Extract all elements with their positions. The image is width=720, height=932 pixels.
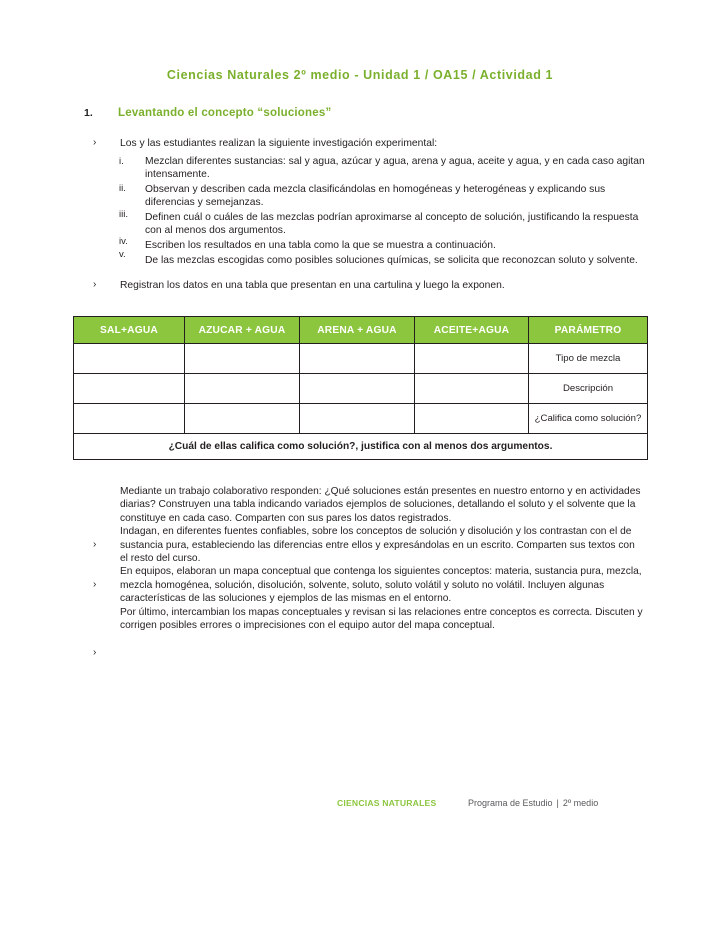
step-marker: iii. [119, 209, 128, 221]
closing-bullet: › [93, 539, 97, 550]
row-parameter: Descripción [529, 374, 648, 404]
list-item: Mezclan diferentes sustancias: sal y agua, azúcar y agua, arena y agua, aceite y agua, y en cada caso agitan intensamente. [145, 156, 645, 181]
document-title: Ciencias Naturales 2º medio - Unidad 1 / OA15 / Actividad 1 [166, 68, 554, 82]
register-bullet: › [93, 279, 97, 290]
paragraph: En equipos, elaboran un mapa conceptual que contenga los siguientes conceptos: materia, sustancia pura, mezcla, mezcla homogénea, solución, disolución, solvente, soluto, soluto volátil y soluto no volátil. Incluyen algunas características de las soluciones y ejemplos de las mismas en el entorno. [120, 566, 642, 605]
column-header: ARENA + AGUA [300, 317, 415, 344]
page-footer [0, 798, 720, 814]
row-parameter: ¿Califica como solución? [529, 404, 648, 434]
table-row [74, 344, 648, 374]
column-header: PARÁMETRO [529, 317, 648, 344]
table-cell[interactable] [74, 344, 185, 374]
footer-info [468, 798, 598, 808]
table-footer-question: ¿Cuál de ellas califica como solución?, justifica con al menos dos argumentos. [74, 434, 648, 460]
step-marker: i. [119, 156, 124, 167]
table-row [74, 404, 648, 434]
list-item: Definen cuál o cuáles de las mezclas podrían aproximarse al concepto de solución, justificando la respuesta con al menos dos argumentos. [145, 212, 639, 237]
step-marker: v. [119, 249, 126, 261]
table-cell[interactable] [185, 374, 300, 404]
table-cell[interactable] [300, 344, 415, 374]
step-marker: ii. [119, 182, 126, 194]
paragraph: Indagan, en diferentes fuentes confiables, sobre los conceptos de solución y disolución y los contrastan con el de sustancia pura, estableciendo las diferencias entre ellos y expresándolas en un escrito. Comparten sus textos con el resto del curso. [120, 526, 635, 565]
closing-paragraphs [120, 485, 645, 632]
footer-separator: | [556, 798, 559, 808]
table-footer-row [74, 434, 648, 460]
closing-bullets [93, 485, 96, 659]
table-cell[interactable] [415, 344, 529, 374]
table-cell[interactable] [74, 374, 185, 404]
intro-text: Los y las estudiantes realizan la siguiente investigación experimental: [120, 138, 438, 149]
paragraph: Por último, intercambian los mapas conceptuales y revisan si las relaciones entre conceptos es correcta. Discuten y corrigen posibles errores o imprecisiones con el equipo autor del mapa conceptual. [120, 606, 643, 632]
footer-subject: CIENCIAS NATURALES [337, 798, 437, 808]
list-item: De las mezclas escogidas como posibles soluciones químicas, se solicita que reconozcan soluto y solvente. [145, 255, 638, 267]
table-cell[interactable] [74, 404, 185, 434]
table-row [74, 374, 648, 404]
column-header: AZUCAR + AGUA [185, 317, 300, 344]
table-cell[interactable] [185, 344, 300, 374]
column-header: SAL+AGUA [74, 317, 185, 344]
table-cell[interactable] [415, 404, 529, 434]
section-heading: Levantando el concepto “soluciones” [118, 107, 332, 119]
results-table [73, 316, 648, 460]
closing-bullet: › [93, 646, 97, 658]
closing-bullet: › [93, 579, 97, 591]
step-marker: iv. [119, 235, 128, 247]
register-text: Registran los datos en una tabla que presentan en una cartulina y luego la exponen. [120, 280, 505, 291]
steps-list [145, 155, 645, 269]
intro-bullet: › [93, 137, 97, 148]
table-cell[interactable] [415, 374, 529, 404]
table-cell[interactable] [300, 404, 415, 434]
table-cell[interactable] [300, 374, 415, 404]
list-item: Escriben los resultados en una tabla como la que se muestra a continuación. [145, 240, 496, 252]
table-header-row [74, 317, 648, 344]
column-header: ACEITE+AGUA [415, 317, 529, 344]
footer-program: Programa de Estudio [468, 798, 553, 808]
row-parameter: Tipo de mezcla [529, 344, 648, 374]
paragraph: Mediante un trabajo colaborativo responden: ¿Qué soluciones están presentes en nuestro entorno y en actividades diarias? Construyen una tabla indicando variados ejemplos de soluciones, detallando el soluto y el solvente que la constituye en cada caso. Comparten con sus pares los datos registrados. [120, 486, 641, 524]
section-number: 1. [84, 107, 93, 119]
footer-level: 2º medio [562, 798, 599, 808]
table-cell[interactable] [185, 404, 300, 434]
list-item: Observan y describen cada mezcla clasificándolas en homogéneas y heterogéneas y explicando sus diferencias y semejanzas. [145, 184, 606, 209]
step-markers [119, 155, 128, 261]
